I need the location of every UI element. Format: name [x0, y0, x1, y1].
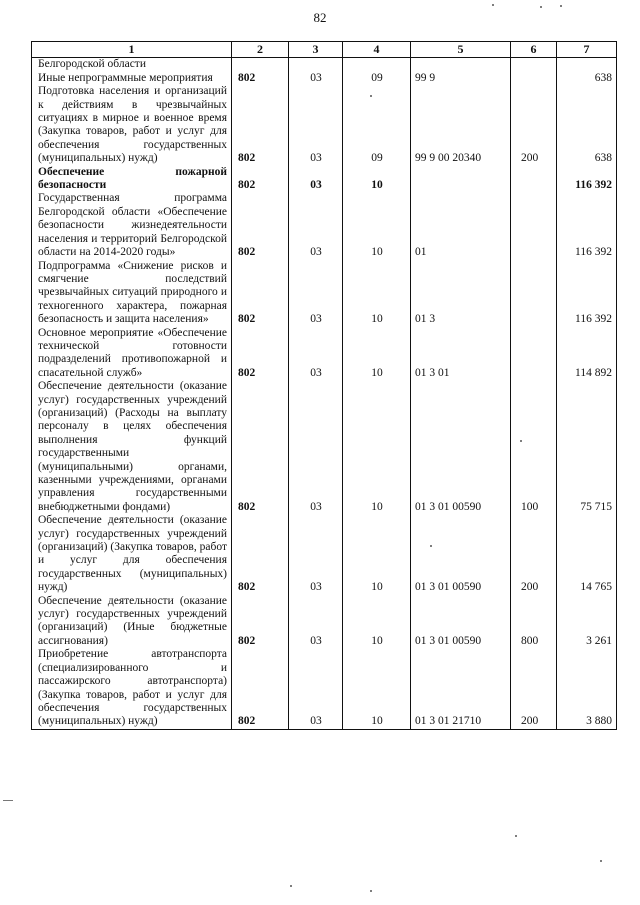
row-code-chief-cell: 802 [232, 514, 289, 594]
row-expense-type-cell [511, 192, 557, 259]
row-expense-type-cell [511, 327, 557, 381]
row-target-article-cell: 99 9 00 20340 [411, 85, 511, 165]
row-code-chief-cell: 802 [232, 166, 289, 193]
row-target-article-cell: 01 3 01 [411, 327, 511, 381]
row-section-cell: 03 [289, 380, 343, 514]
row-name-cell: Обеспечение деятельности (оказание услуг) государственных учреждений (организаций) (Закупка товаров, работ и услуг для обеспечения государственных (муниципальных) нужд) [32, 514, 232, 594]
row-expense-type-cell: 200 [511, 514, 557, 594]
table-row [32, 327, 617, 381]
row-subsection-cell: 10 [343, 192, 411, 259]
row-code-chief-cell: 802 [232, 85, 289, 165]
row-expense-type-cell: 100 [511, 380, 557, 514]
row-amount-cell: 638 [557, 72, 617, 85]
row-subsection-cell: 10 [343, 595, 411, 649]
row-section-cell: 03 [289, 166, 343, 193]
row-target-article-cell: 01 3 01 21710 [411, 648, 511, 729]
row-subsection-cell: 09 [343, 72, 411, 85]
row-section-cell: 03 [289, 192, 343, 259]
table-row [32, 260, 617, 327]
row-code-chief-cell: 802 [232, 192, 289, 259]
row-code-chief-cell: 802 [232, 648, 289, 729]
row-amount-cell: 638 [557, 85, 617, 165]
scan-speck [492, 4, 494, 6]
table-row [32, 595, 617, 649]
page-number: 82 [313, 10, 327, 25]
table-row [32, 648, 617, 729]
table-row [32, 192, 617, 259]
row-amount-cell: 116 392 [557, 166, 617, 193]
row-subsection-cell [343, 58, 411, 72]
scan-speck [560, 5, 562, 7]
table-body [32, 58, 617, 729]
row-name-cell: Основное мероприятие «Обеспечение технической готовности подразделений противопожарной и спасательной служб» [32, 327, 232, 381]
scan-speck [370, 890, 372, 892]
header-row [32, 42, 617, 58]
row-section-cell: 03 [289, 85, 343, 165]
budget-table [31, 41, 617, 730]
scan-speck [515, 835, 517, 837]
row-target-article-cell: 01 3 [411, 260, 511, 327]
table-row [32, 72, 617, 85]
row-subsection-cell: 10 [343, 260, 411, 327]
row-name-cell: Обеспечение деятельности (оказание услуг) государственных учреждений (организаций) (Иные бюджетные ассигнования) [32, 595, 232, 649]
row-subsection-cell: 10 [343, 648, 411, 729]
table-row [32, 514, 617, 594]
row-code-chief-cell: 802 [232, 380, 289, 514]
row-section-cell: 03 [289, 260, 343, 327]
row-amount-cell: 14 765 [557, 514, 617, 594]
row-target-article-cell: 01 3 01 00590 [411, 380, 511, 514]
row-amount-cell [557, 58, 617, 72]
scan-mark [3, 800, 13, 801]
row-section-cell [289, 58, 343, 72]
header-col-4: 4 [343, 42, 411, 58]
row-expense-type-cell [511, 166, 557, 193]
header-col-7: 7 [557, 42, 617, 58]
row-name-cell: Подпрограмма «Снижение рисков и смягчение последствий чрезвычайных ситуаций природного и техногенного характера, пожарная безопасность и защита населения» [32, 260, 232, 327]
row-code-chief-cell: 802 [232, 260, 289, 327]
row-expense-type-cell: 200 [511, 648, 557, 729]
scan-speck [430, 545, 432, 547]
header-col-2: 2 [232, 42, 289, 58]
row-target-article-cell: 01 [411, 192, 511, 259]
scan-speck [540, 6, 542, 8]
row-section-cell: 03 [289, 595, 343, 649]
row-subsection-cell: 10 [343, 327, 411, 381]
row-code-chief-cell [232, 58, 289, 72]
row-amount-cell: 3 261 [557, 595, 617, 649]
header-col-3: 3 [289, 42, 343, 58]
row-amount-cell: 116 392 [557, 260, 617, 327]
row-section-cell: 03 [289, 327, 343, 381]
row-code-chief-cell: 802 [232, 595, 289, 649]
row-target-article-cell: 01 3 01 00590 [411, 514, 511, 594]
row-expense-type-cell [511, 58, 557, 72]
row-name-cell: Государственная программа Белгородской области «Обеспечение безопасности жизнедеятельности населения и территорий Белгородской области на 2014-2020 годы» [32, 192, 232, 259]
row-subsection-cell: 10 [343, 514, 411, 594]
row-code-chief-cell: 802 [232, 72, 289, 85]
row-target-article-cell: 01 3 01 00590 [411, 595, 511, 649]
header-col-5: 5 [411, 42, 511, 58]
scan-speck [600, 860, 602, 862]
row-expense-type-cell: 800 [511, 595, 557, 649]
row-target-article-cell: 99 9 [411, 72, 511, 85]
row-subsection-cell: 10 [343, 380, 411, 514]
row-section-cell: 03 [289, 72, 343, 85]
row-target-article-cell [411, 58, 511, 72]
row-target-article-cell [411, 166, 511, 193]
table-row [32, 58, 617, 72]
table-row [32, 380, 617, 514]
row-name-cell: Белгородской области [32, 58, 232, 72]
header-col-1: 1 [32, 42, 232, 58]
row-name-cell: Подготовка населения и организаций к действиям в чрезвычайных ситуациях в мирное и военное время (Закупка товаров, работ и услуг для обеспечения государственных (муниципальных) нужд) [32, 85, 232, 165]
row-name-cell: Обеспечение пожарной безопасности [32, 166, 232, 193]
row-expense-type-cell [511, 72, 557, 85]
table-row [32, 85, 617, 165]
scan-speck [520, 440, 522, 442]
row-subsection-cell: 10 [343, 166, 411, 193]
row-section-cell: 03 [289, 648, 343, 729]
row-expense-type-cell: 200 [511, 85, 557, 165]
row-name-cell: Приобретение автотранспорта (специализированного и пассажирского автотранспорта) (Закупка товаров, работ и услуг для обеспечения государственных (муниципальных) нужд) [32, 648, 232, 729]
header-col-6: 6 [511, 42, 557, 58]
scan-speck [370, 95, 372, 97]
row-name-cell: Иные непрограммные мероприятия [32, 72, 232, 85]
row-subsection-cell: 09 [343, 85, 411, 165]
row-expense-type-cell [511, 260, 557, 327]
row-amount-cell: 114 892 [557, 327, 617, 381]
row-amount-cell: 116 392 [557, 192, 617, 259]
scan-speck [290, 885, 292, 887]
row-amount-cell: 3 880 [557, 648, 617, 729]
row-amount-cell: 75 715 [557, 380, 617, 514]
row-section-cell: 03 [289, 514, 343, 594]
row-name-cell: Обеспечение деятельности (оказание услуг) государственных учреждений (организаций) (Расходы на выплату персоналу в целях обеспечения выполнения функций государственными (муниципальными) органами, казенными учреждениями, органами управления государственными внебюджетными фондами) [32, 380, 232, 514]
row-code-chief-cell: 802 [232, 327, 289, 381]
table-row [32, 166, 617, 193]
